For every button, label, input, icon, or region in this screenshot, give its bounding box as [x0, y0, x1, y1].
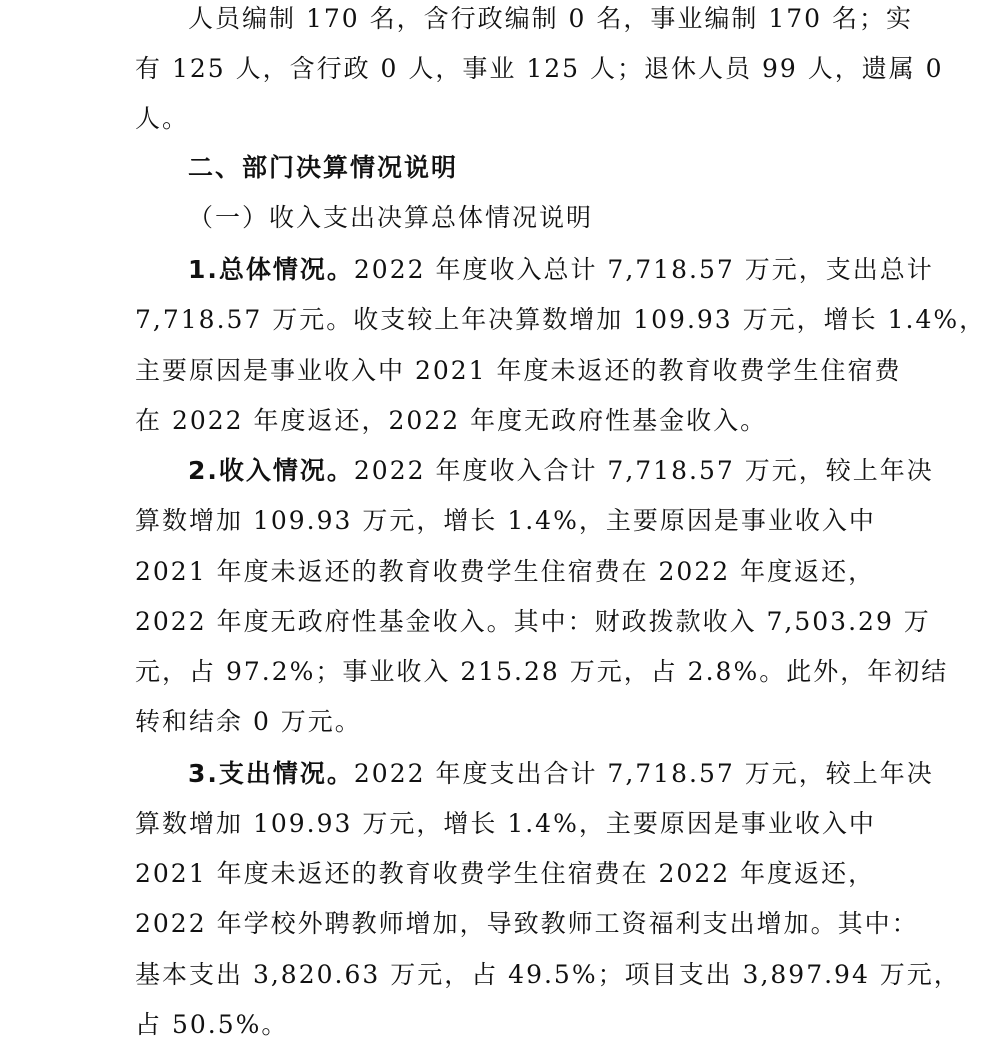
income-line-5: 元，占 97.2%；事业收入 215.28 万元，占 2.8%。此外，年初结 — [135, 657, 949, 686]
expenditure-line-4: 2022 年学校外聘教师增加，导致教师工资福利支出增加。其中： — [135, 909, 919, 938]
overall-line-1-text: 2022 年度收入总计 7,718.57 万元，支出总计 — [353, 255, 934, 284]
overall-line-1 — [188, 245, 1000, 295]
expenditure-line-1 — [188, 749, 1000, 799]
staffing-line-1: 人员编制 170 名，含行政编制 0 名，事业编制 170 名；实 — [188, 4, 914, 33]
subsection-title: （一）收入支出决算总体情况说明 — [188, 203, 594, 232]
overall-line-2: 7,718.57 万元。收支较上年决算数增加 109.93 万元，增长 1.4%， — [135, 305, 987, 334]
income-line-2: 算数增加 109.93 万元，增长 1.4%，主要原因是事业收入中 — [135, 506, 876, 535]
expenditure-line-5: 基本支出 3,820.63 万元，占 49.5%；项目支出 3,897.94 万元， — [135, 960, 961, 989]
income-line-3: 2021 年度未返还的教育收费学生住宿费在 2022 年度返还， — [135, 557, 876, 586]
overall-line-4: 在 2022 年度返还，2022 年度无政府性基金收入。 — [135, 406, 768, 435]
expenditure-label: 3.支出情况。 — [188, 759, 354, 788]
income-line-1-text: 2022 年度收入合计 7,718.57 万元，较上年决 — [353, 456, 934, 485]
overall-line-3: 主要原因是事业收入中 2021 年度未返还的教育收费学生住宿费 — [135, 356, 902, 385]
income-line-6: 转和结余 0 万元。 — [135, 707, 362, 736]
expenditure-line-2: 算数增加 109.93 万元，增长 1.4%，主要原因是事业收入中 — [135, 809, 876, 838]
expenditure-line-1-text: 2022 年度支出合计 7,718.57 万元，较上年决 — [353, 759, 934, 788]
section-title: 二、部门决算情况说明 — [188, 153, 459, 182]
overall-label: 1.总体情况。 — [188, 255, 354, 284]
income-label: 2.收入情况。 — [188, 456, 354, 485]
staffing-line-3: 人。 — [135, 104, 190, 133]
expenditure-line-3: 2021 年度未返还的教育收费学生住宿费在 2022 年度返还， — [135, 859, 876, 888]
staffing-line-2: 有 125 人，含行政 0 人，事业 125 人；退休人员 99 人，遗属 0 — [135, 54, 944, 83]
income-line-1 — [188, 446, 1000, 496]
income-line-4: 2022 年度无政府性基金收入。其中：财政拨款收入 7,503.29 万 — [135, 607, 931, 636]
expenditure-line-6: 占 50.5%。 — [135, 1010, 289, 1039]
